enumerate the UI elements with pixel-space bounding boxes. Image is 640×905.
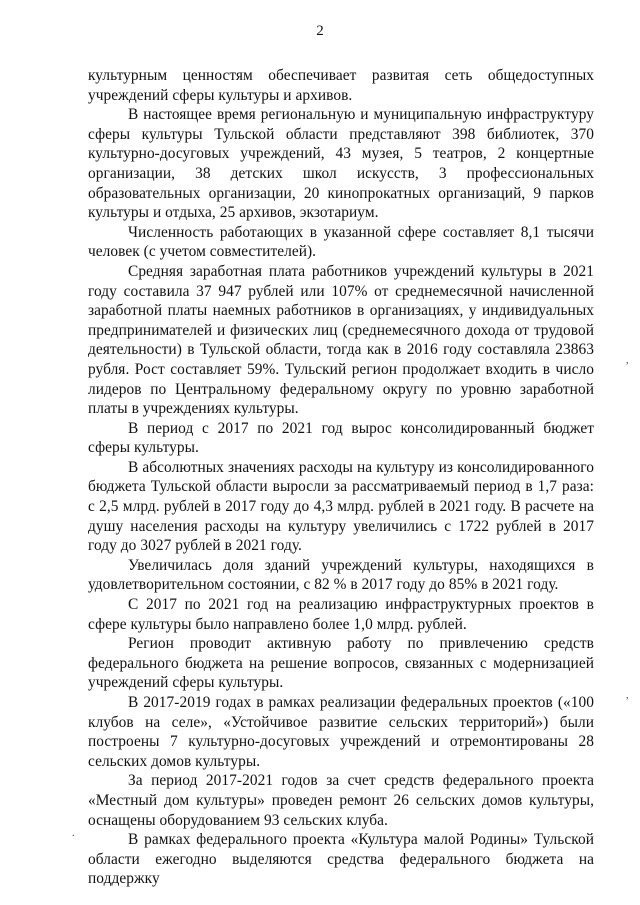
paragraph-6: В абсолютных значениях расходы на культуру из консолидированного бюджета Тульской области выросли за рассматриваемый период в 1,7 раза: с 2,5 млрд. рублей в 2017 году до 4,3 млрд. рублей в 2021 году. В расчете на душу населения расходы на культуру увеличились с 1722 рублей в 2017 году до 3027 рублей в 2021 году.: [88, 458, 594, 555]
paragraph-4: Средняя заработная плата работников учреждений культуры в 2021 году составила 37 947 рублей или 107% от среднемесячной начисленной заработной платы наемных работников в организациях, у индивидуальных предпринимателей и физических лиц (среднемесячного дохода от трудовой деятельности) в Тульской области, тогда как в 2016 году составляла 23863 рубля. Рост составляет 59%. Тульский регион продолжает входить в число лидеров по Центральному федеральному округу по уровню заработной платы в учреждениях культуры.: [88, 262, 594, 418]
page-number: 2: [316, 23, 324, 39]
scan-speck: .: [72, 828, 75, 839]
paragraph-5: В период с 2017 по 2021 год вырос консолидированный бюджет сферы культуры.: [88, 419, 594, 457]
paragraph-9: Регион проводит активную работу по привлечению средств федерального бюджета на решение вопросов, связанных с модернизацией учреждений сферы культуры.: [88, 635, 594, 692]
paragraph-8: С 2017 по 2021 год на реализацию инфраструктурных проектов в сфере культуры было направлено более 1,0 млрд. рублей.: [88, 596, 594, 633]
scan-speck: ,: [626, 355, 629, 366]
paragraph-2: В настоящее время региональную и муниципальную инфраструктуру сферы культуры Тульской области представляют 398 библиотек, 370 культурно-досуговых учреждений, 43 музея, 5 театров, 2 концертные организации, 38 детских школ искусств, 3 профессиональных образовательных организации, 20 кинопрокатных организаций, 9 парков культуры и отдыха, 25 архивов, экзотариум.: [88, 106, 594, 222]
body-text: [88, 66, 594, 889]
scan-speck: ,: [626, 690, 629, 701]
paragraph-10: В 2017-2019 годах в рамках реализации федеральных проектов («100 клубов на селе», «Устойчивое развитие сельских территорий») были построены 7 культурно-досуговых учреждений и отремонтированы 28 сельских домов культуры.: [88, 694, 594, 770]
paragraph-12: В рамках федерального проекта «Культура малой Родины» Тульской области ежегодно выделяются средства федерального бюджета на поддержку: [88, 831, 594, 888]
paragraph-11: За период 2017-2021 годов за счет средств федерального проекта «Местный дом культуры» проведен ремонт 26 сельских домов культуры, оснащены оборудованием 93 сельских клуба.: [88, 772, 594, 829]
paragraph-3: Численность работающих в указанной сфере составляет 8,1 тысячи человек (с учетом совместителей).: [88, 223, 594, 261]
paragraph-1: культурным ценностям обеспечивает развитая сеть общедоступных учреждений сферы культуры и архивов.: [88, 67, 594, 104]
paragraph-7: Увеличилась доля зданий учреждений культуры, находящихся в удовлетворительном состоянии, с 82 % в 2017 году до 85% в 2021 году.: [88, 556, 594, 594]
